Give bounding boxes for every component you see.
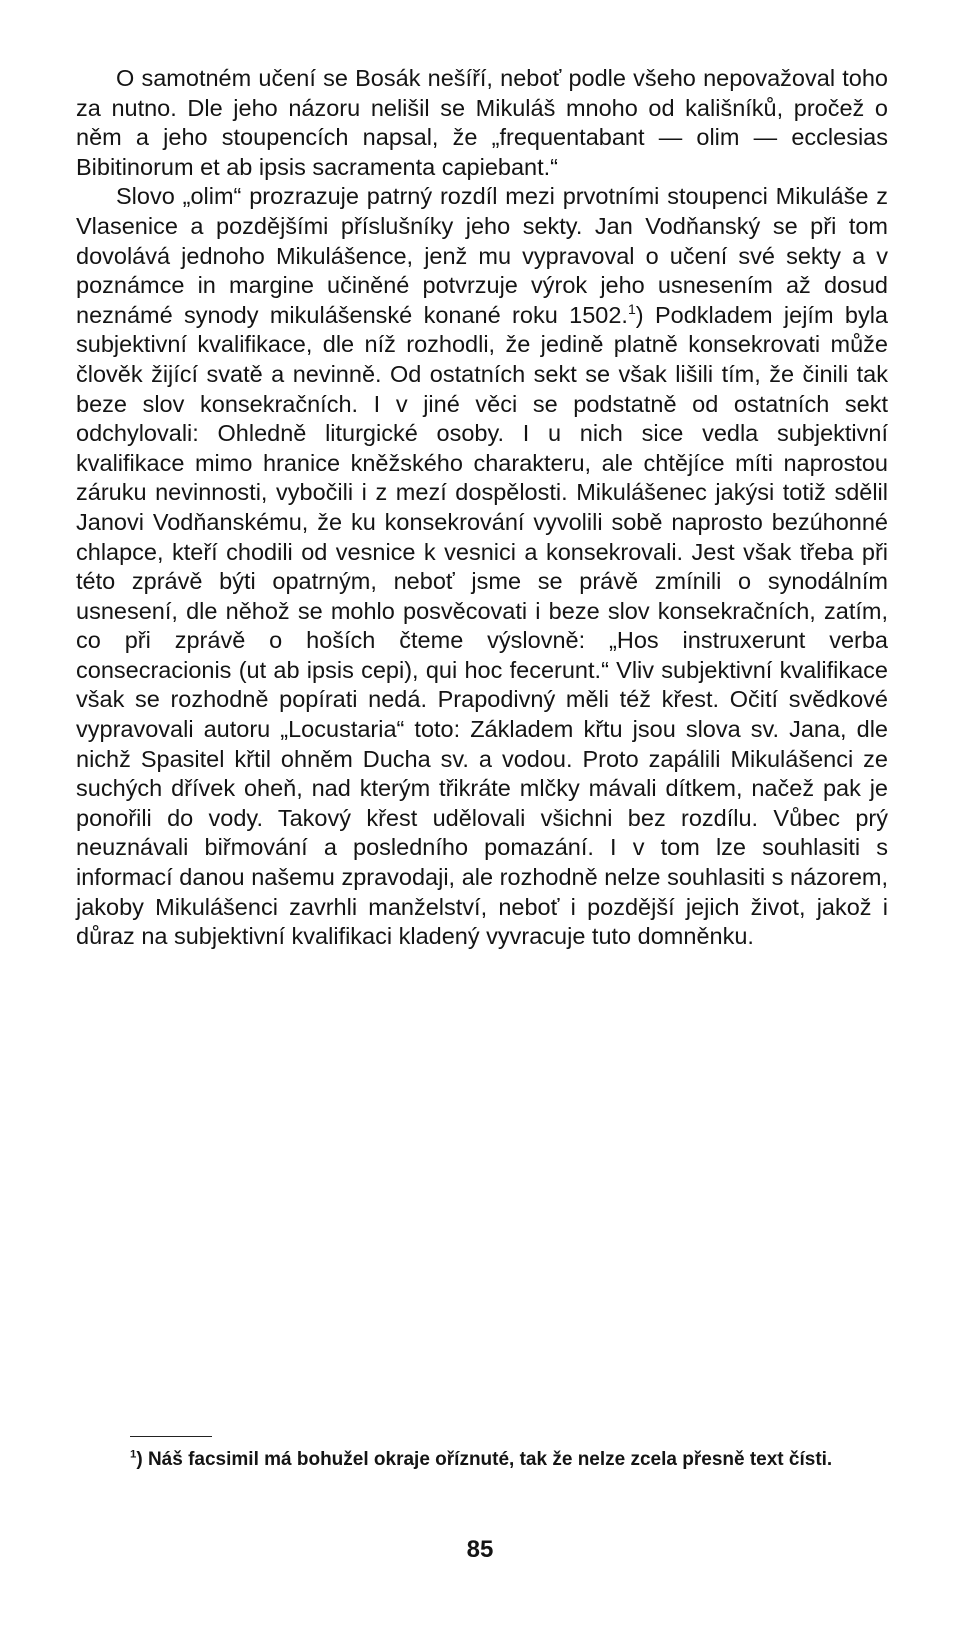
footnote-marker: 1 xyxy=(130,1448,137,1461)
footnote-divider xyxy=(130,1436,212,1437)
paragraph-2-text: Slovo „olim“ prozrazuje patrný rozdíl mezi prvotními stoupenci Mikuláše z Vlasenice a pozdějšími příslušníky jeho sekty. Jan Vodňanský se při tom dovolává jednoho Mikulášence, jenž mu vypravoval o učení své sekty a v poznámce in margine učiněné potvrzuje výrok jeho usnesením až dosud neznámé synody mikulášenské konané roku 1502. xyxy=(76,183,888,328)
body-text xyxy=(76,64,888,952)
page-number: 85 xyxy=(466,1536,494,1563)
footnote-reference: 1 xyxy=(627,300,636,317)
paragraph-1-text: O samotném učení se Bosák nešíří, neboť podle všeho nepovažoval toho za nutno. Dle jeho názoru nelišil se Mikuláš mnoho od kališníků, pročež o něm a jeho stoupencích napsal, že „frequentabant — olim — ecclesias Bibitinorum et ab ipsis sacramenta capiebant.“ xyxy=(76,65,888,180)
footnote xyxy=(76,1447,888,1472)
paragraph-2-continuation: ) Podkladem jejím byla subjektivní kvalifikace, dle níž rozhodli, že jedině platně konsekrovati může člověk žijící svatě a nevinně. Od ostatních sekt se však lišili tím, že činili tak beze slov konsekračních. I v jiné věci se podstatně od ostatních sekt odchylovali: Ohledně liturgické osoby. I u nich sice vedla subjektivní kvalifikace mimo hranice kněžského charakteru, ale chtějíce míti naprostou záruku nevinnosti, vybočili i z mezí dospělosti. Mikulášenec jakýsi totiž sdělil Janovi Vodňanskému, že ku konsekrování vyvolili sobě naprosto bezúhonné chlapce, kteří chodili od vesnice k vesnici a konsekrovali. Jest však třeba při této zprávě býti opatrným, neboť jsme se právě zmínili o synodálním usnesení, dle něhož se mohlo posvěcovati i beze slov konsekračních, zatím, co při zprávě o hoších čteme výslovně: „Hos instruxerunt verba consecracionis (ut ab ipsis cepi), qui hoc fecerunt.“ Vliv subjektivní kvalifikace však se rozhodně popírati nedá. Prapodivný měli též křest. Očití svědkové vypravovali autoru „Locustaria“ toto: Základem křtu jsou slova sv. Jana, dle nichž Spasitel křtil ohněm Ducha sv. a vodou. Proto zapálili Mikulášenci ze suchých dřívek oheň, nad kterým třikráte mlčky mávali dítkem, načež pak je ponořili do vody. Takový křest udělovali všichni bez rozdílu. Vůbec prý neuznávali biřmování a posledního pomazání. I v tom lze souhlasiti s informací danou našemu zpravodaji, ale rozhodně nelze souhlasiti s názorem, jakoby Mikulášenci zavrhli manželství, neboť i pozdější jejich život, jakož i důraz na subjektivní kvalifikaci kladený vyvracuje tuto domněnku. xyxy=(76,301,888,950)
paragraph-2 xyxy=(76,182,888,951)
paragraph-1 xyxy=(76,64,888,182)
footnote-text: ) Náš facsimil má bohužel okraje oříznuté, tak že nelze zcela přesně text čísti. xyxy=(136,1449,833,1470)
